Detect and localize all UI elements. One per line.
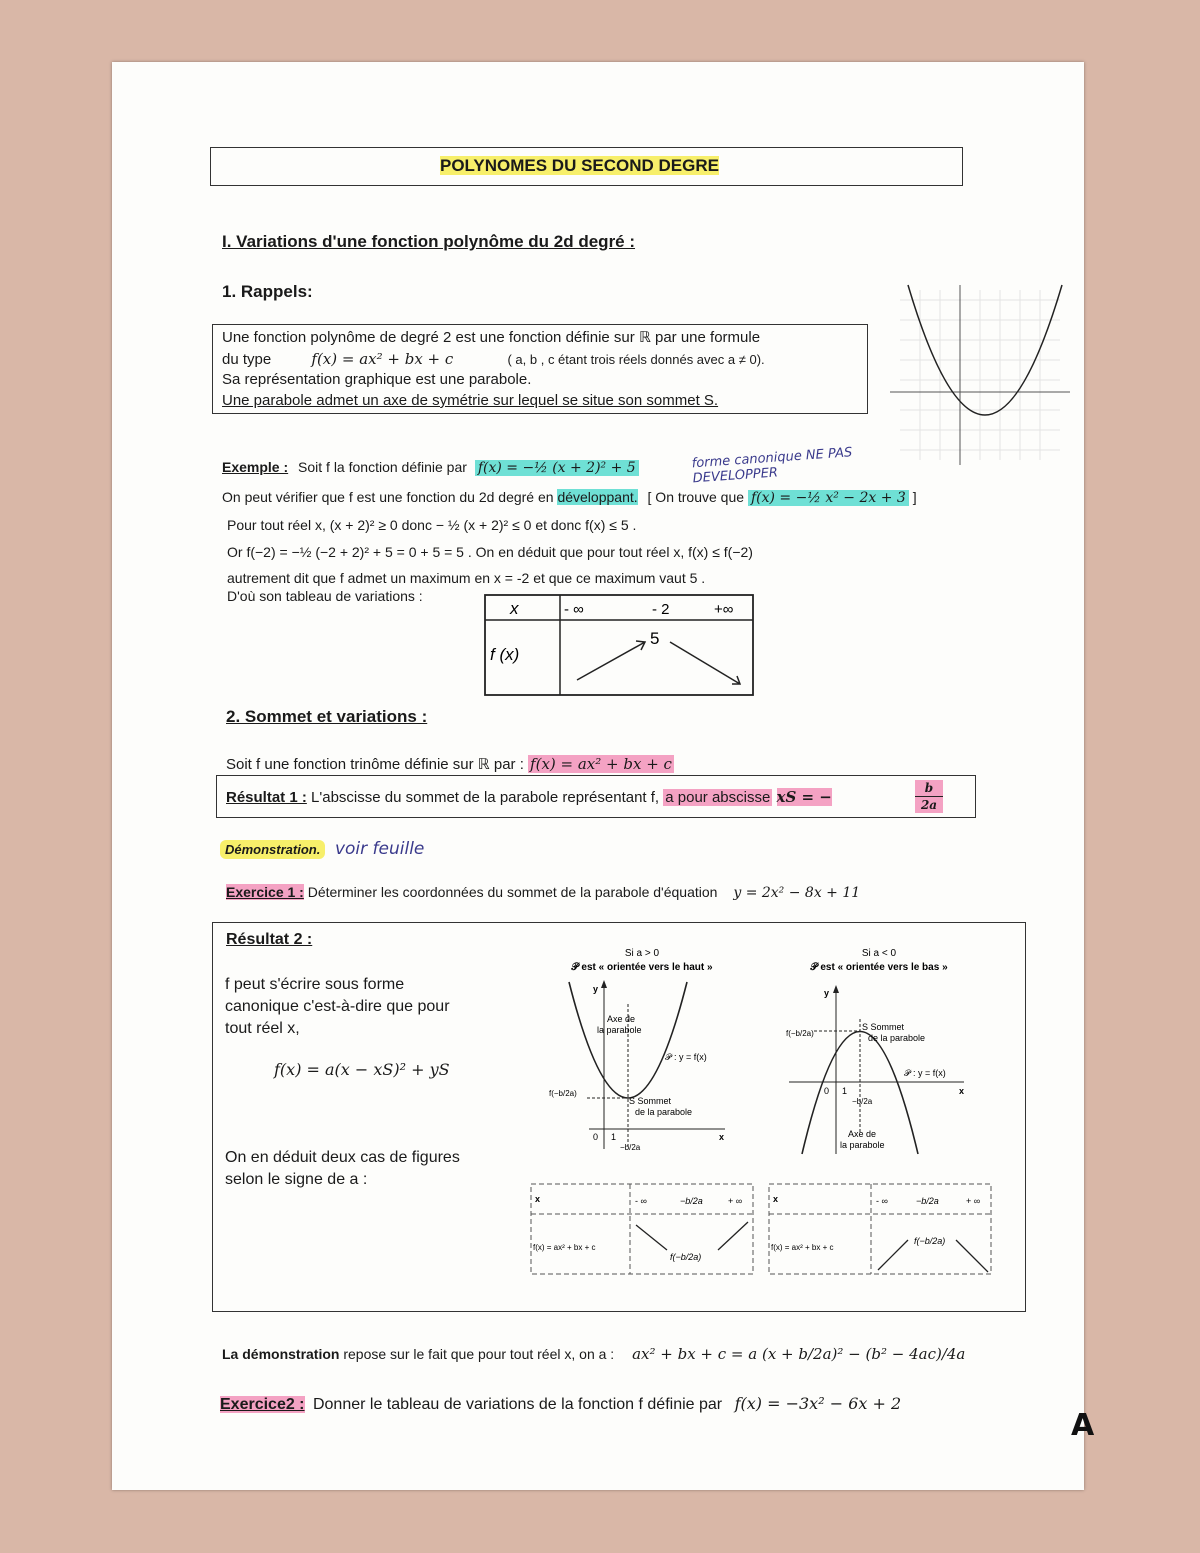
svg-text:- ∞: - ∞ [876, 1196, 888, 1206]
svg-text:−b/2a: −b/2a [620, 1143, 641, 1152]
demonstration-label: Démonstration. voir feuille [220, 839, 424, 860]
svg-text:−b/2a: −b/2a [916, 1196, 939, 1206]
table-x-label: x [510, 599, 519, 618]
svg-text:x: x [719, 1132, 725, 1142]
table-fx-label: f (x) [490, 645, 520, 664]
handwritten-note: forme canonique NE PAS DEVELOPPER [691, 445, 853, 487]
result2-paragraph-1: f peut s'écrire sous forme canonique c'est-à-dire que pour tout réel x, [225, 976, 450, 1037]
svg-text:Axe de: Axe de [607, 1014, 636, 1024]
example-line-5: autrement dit que f admet un maximum en x = -2 et que ce maximum vaut 5 . [227, 570, 706, 586]
definition-line-4: Une parabole admet un axe de symétrie sur lequel se situe son sommet S. [222, 392, 719, 409]
fig-pos-condition: Si a > 0 [624, 948, 660, 959]
table-plus-inf: +∞ [714, 601, 734, 618]
svg-text:f(x) = ax² + bx + c: f(x) = ax² + bx + c [533, 1243, 596, 1252]
example-line-1: Exemple : Soit f la fonction définie par f(x) = −½ (x + 2)² + 5 [222, 457, 639, 478]
trinome-definition: Soit f une fonction trinôme définie sur ℝ par : f(x) = ax² + bx + c [226, 755, 672, 773]
svg-text:Axe de: Axe de [848, 1129, 877, 1139]
example-line-6: D'où son tableau de variations : [227, 588, 423, 604]
svg-text:f(x) = ax² + bx + c: f(x) = ax² + bx + c [771, 1243, 834, 1252]
svg-text:- ∞: - ∞ [635, 1196, 647, 1206]
variation-table-a-negative [768, 1180, 994, 1278]
svg-text:1: 1 [611, 1132, 617, 1142]
variation-table-a-positive [530, 1180, 756, 1278]
svg-text:y: y [824, 988, 830, 998]
subsection-heading-2: 2. Sommet et variations : [226, 707, 428, 726]
definition-line-2: du type f(x) = ax² + bx + c ( a, b , c étant trois réels donnés avec a ≠ 0). [222, 350, 765, 368]
demonstration-line: La démonstration repose sur le fait que pour tout réel x, on a : ax² + bx + c = a (x + b/2a)² − (b² − 4ac)/4a [222, 1345, 966, 1363]
svg-text:𝒫 : y = f(x): 𝒫 : y = f(x) [665, 1052, 707, 1062]
definition-line-1: Une fonction polynôme de degré 2 est une fonction définie sur ℝ par une formule [222, 329, 761, 346]
svg-text:𝒫 : y = f(x): 𝒫 : y = f(x) [904, 1068, 946, 1078]
result2-label: Résultat 2 : [226, 931, 313, 948]
table-minus-inf: - ∞ [564, 601, 584, 618]
svg-text:S Sommet: S Sommet [862, 1022, 905, 1032]
svg-text:0: 0 [824, 1086, 830, 1096]
fig-neg-condition: Si a < 0 [861, 948, 897, 959]
parabola-graph [890, 280, 1070, 465]
fig-neg-description: 𝒫 est « orientée vers le bas » [810, 962, 948, 973]
section-heading: I. Variations d'une fonction polynôme du 2d degré : [222, 232, 636, 251]
svg-text:x: x [773, 1194, 779, 1204]
svg-text:la parabole: la parabole [597, 1025, 642, 1035]
svg-text:de la parabole: de la parabole [635, 1107, 693, 1117]
svg-text:la parabole: la parabole [840, 1140, 885, 1150]
exercise1: Exercice 1 : Déterminer les coordonnées du sommet de la parabole d'équation y = 2x² − 8x + 11 [226, 884, 861, 901]
variation-table-example [482, 592, 757, 700]
svg-text:f(−b/2a): f(−b/2a) [549, 1089, 577, 1098]
table-max-value: 5 [650, 629, 660, 648]
svg-text:y: y [593, 984, 599, 994]
svg-text:f(−b/2a): f(−b/2a) [914, 1236, 946, 1246]
svg-text:−b/2a: −b/2a [680, 1196, 703, 1206]
result2-paragraph-2: On en déduit deux cas de figures selon le signe de a : [225, 1149, 460, 1188]
example-line-3: Pour tout réel x, (x + 2)² ≥ 0 donc − ½ (x + 2)² ≤ 0 et donc f(x) ≤ 5 . [227, 517, 637, 533]
figure-a-positive [547, 944, 737, 1159]
example-line-4: Or f(−2) = −½ (−2 + 2)² + 5 = 0 + 5 = 5 . On en déduit que pour tout réel x, f(x) ≤ f(−2) [227, 544, 753, 560]
example-line-2: On peut vérifier que f est une fonction du 2d degré en développant. [ On trouve que f(x) = −½ x² − 2x + 3 ] [222, 489, 917, 506]
svg-text:+ ∞: + ∞ [728, 1196, 743, 1206]
svg-text:de la parabole: de la parabole [868, 1033, 926, 1043]
svg-text:+ ∞: + ∞ [966, 1196, 981, 1206]
svg-text:f(−b/2a): f(−b/2a) [786, 1029, 814, 1038]
figure-a-negative [784, 944, 974, 1159]
svg-text:0: 0 [593, 1132, 599, 1142]
svg-text:1: 1 [842, 1086, 848, 1096]
canonical-formula: f(x) = a(x − xS)² + yS [274, 1060, 450, 1079]
svg-text:x: x [535, 1194, 541, 1204]
page-title: POLYNOMES DU SECOND DEGRE [440, 156, 719, 175]
definition-line-3: Sa représentation graphique est une parabole. [222, 371, 532, 388]
svg-text:x: x [959, 1086, 965, 1096]
subsection-heading: 1. Rappels: [222, 282, 313, 301]
table-minus-2: - 2 [652, 601, 670, 618]
document-page [112, 62, 1084, 1490]
result1-fraction: b 2a [915, 780, 943, 813]
exercise2: Exercice2 : Donner le tableau de variations de la fonction f définie par f(x) = −3x² − 6x + 2 [220, 1394, 902, 1413]
page-mark: A [1071, 1408, 1095, 1443]
svg-text:−b/2a: −b/2a [852, 1097, 873, 1106]
fig-pos-description: 𝒫 est « orientée vers le haut » [571, 962, 713, 973]
result1-text: Résultat 1 : L'abscisse du sommet de la parabole représentant f, a pour abscisse xS = − [226, 788, 832, 806]
svg-text:f(−b/2a): f(−b/2a) [670, 1252, 702, 1262]
svg-text:S Sommet: S Sommet [629, 1096, 672, 1106]
